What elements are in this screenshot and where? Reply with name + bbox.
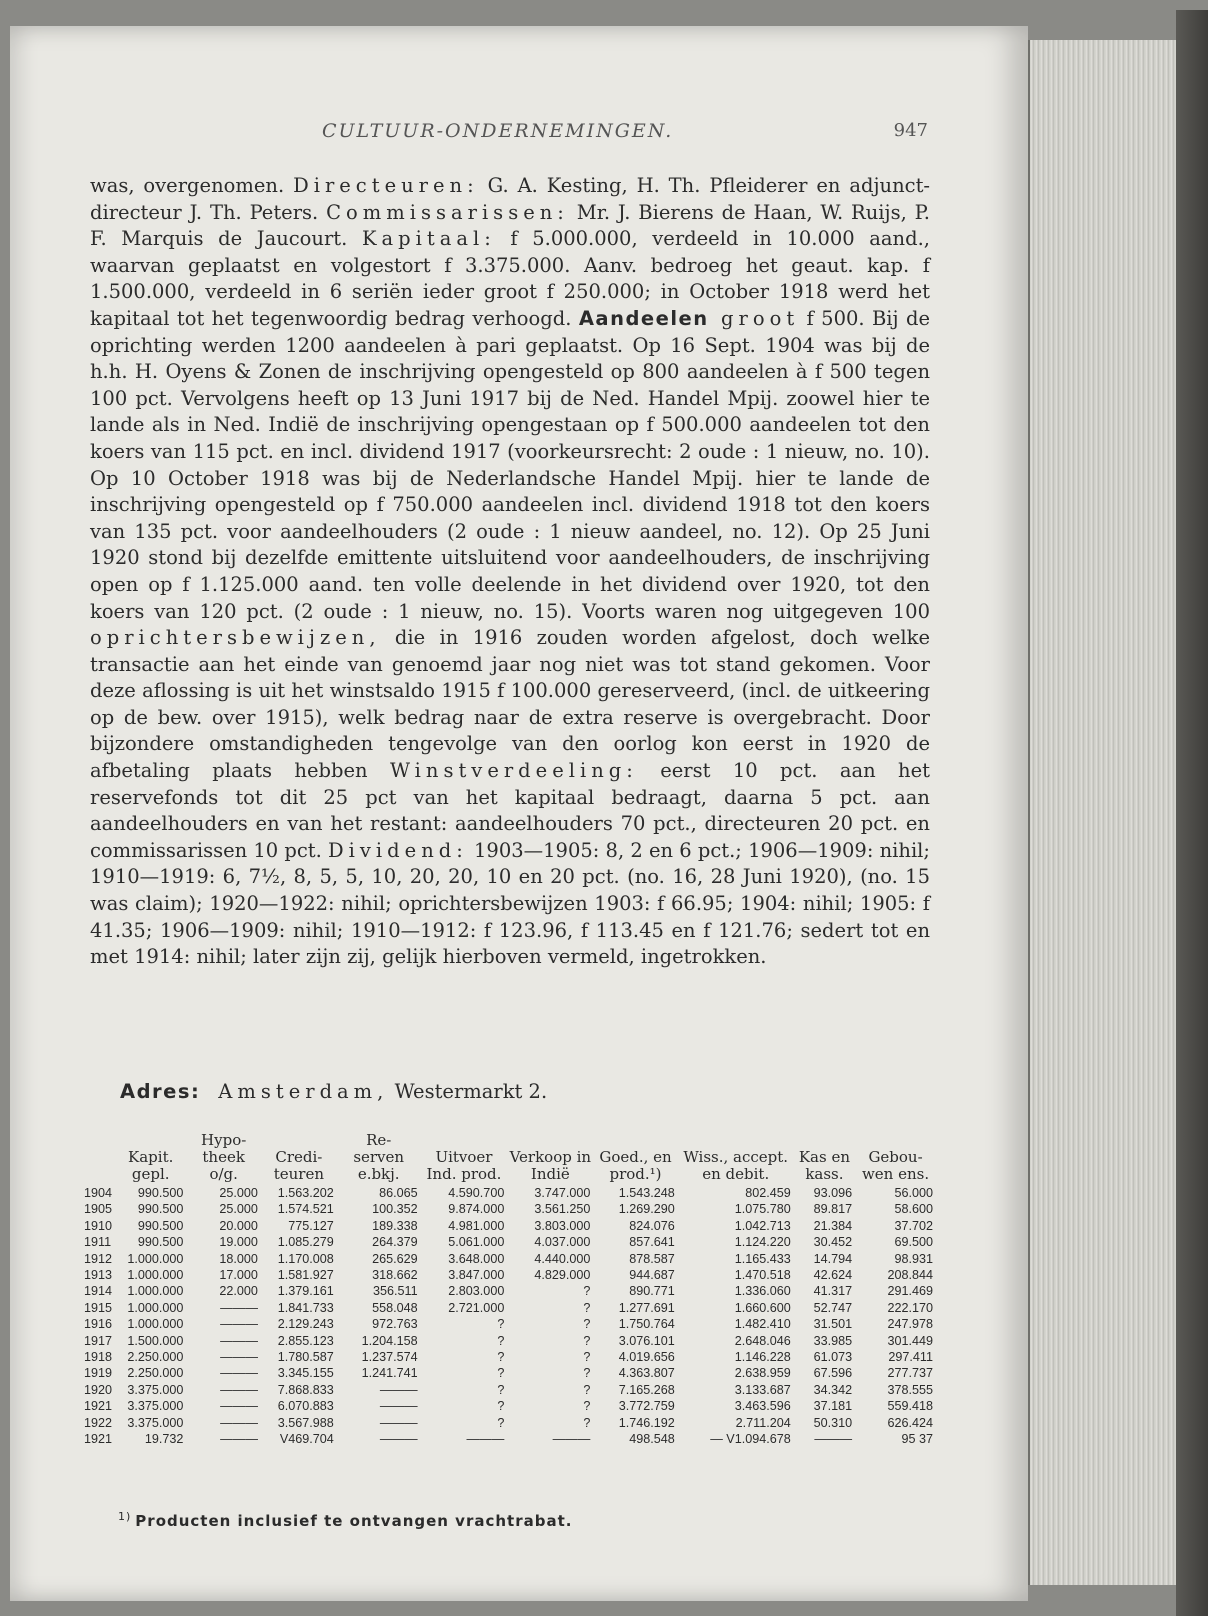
table-cell: 4.829.000	[534, 1268, 591, 1283]
table-cell: 1.563.202	[277, 1186, 334, 1200]
table-cell: 14.794	[813, 1251, 853, 1266]
dividend-label: Dividend:	[328, 838, 468, 862]
column-header: Kas en kass.	[798, 1148, 850, 1183]
table-cell: 7.868.833	[277, 1382, 334, 1397]
table-cell: 775.127	[288, 1218, 334, 1233]
table-cell: 1.780.587	[277, 1350, 334, 1365]
table-cell: 21.384	[813, 1218, 853, 1233]
column-header: Wiss., accept. en debit.	[683, 1148, 789, 1183]
table-cell: ?	[497, 1415, 505, 1430]
text-segment: 1903—1905: 8, 2 en 6 pct.; 1906—1909: nihil; 1910—1919: 6, 7½, 8, 5, 5, 10, 20, 20, 10 en 20 pct. (no. 16, 28 Juni 1920), (no. 15 was claim); 1920—1922: nihil; oprichtersbewijzen 1903: f 66.95; 1904: nihil; 1905: f 41.35; 1906—1909: nihil; 1910—1912: f 123.96, f 113.45 en f 121.76; sedert tot en met 1914: nihil; later zijn zij, gelijk hierboven vermeld, ingetrokken.	[90, 838, 930, 969]
year-cell: 1912	[84, 1251, 113, 1266]
table-cell: ?	[583, 1333, 591, 1348]
table-cell: 1.746.192	[618, 1415, 675, 1430]
table-cell: ———	[552, 1432, 591, 1447]
table-cell: 37.702	[894, 1218, 933, 1233]
table-cell: 2.803.000	[448, 1284, 505, 1299]
table-cell: 990.500	[137, 1202, 184, 1217]
financial-table	[84, 1132, 936, 1448]
table-cell: 3.463.596	[734, 1399, 791, 1414]
table-cell: 824.076	[629, 1218, 675, 1233]
table-cell: ———	[220, 1333, 258, 1348]
table-cell: 189.338	[372, 1218, 418, 1233]
table-cell: 1.146.228	[734, 1350, 791, 1365]
text-segment: f 500. Bij de oprichting werden 1200 aandeelen à pari geplaatst. Op 16 Sept. 1904 was bij de h.h. H. Oyens & Zonen de inschrijving opengesteld op 800 aandeelen à f 500 tegen 100 pct. Vervolgens heeft op 13 Juni 1917 bij de Ned. Handel Mpij. zoowel hier te lande als in Ned. Indië de inschrijving opengestaan op f 500.000 aandeelen tot den koers van 115 pct. en incl. dividend 1917 (voorkeursrecht: 2 oude : 1 nieuw, no. 10). Op 10 October 1918 was bij de Nederlandsche Handel Mpij. hier te lande de inschrijving opengesteld op f 750.000 aandeelen incl. dividend 1918 tot den koers van 135 pct. voor aandeelhouders (2 oude : 1 nieuw aandeel, no. 12). Op 25 Juni 1920 stond bij dezelfde emittente uitsluitend voor aandeelhouders, de inschrijving open op f 1.125.000 aand. ten volle deelende in het dividend over 1920, tot den koers van 120 pct. (2 oude : 1 nieuw, no. 15). Voorts waren nog uitgegeven 100	[90, 306, 930, 623]
winstverdeeling-label: Winstverdeeling:	[389, 759, 638, 783]
table-cell: 33.985	[813, 1333, 853, 1348]
table-cell: 247.978	[887, 1317, 933, 1332]
table-cell: 100.352	[372, 1202, 418, 1217]
aandeelen-label: Aandeelen	[578, 306, 709, 330]
running-title: CULTUUR-ONDERNEMINGEN.	[322, 120, 674, 142]
body-paragraph	[90, 173, 930, 971]
table-cell: 4.590.700	[448, 1186, 505, 1200]
text-segment: eerst 10 pct. aan het reservefonds tot dit 25 pct van het kapitaal bedraagt, daarna 5 pct. aan aandeelhouders en van het restant: aandeelhouders 70 pct., directeuren 20 pct. en commissarissen 10 pct.	[90, 759, 930, 862]
table-cell: 878.587	[629, 1251, 675, 1266]
table-cell: 990.500	[137, 1218, 184, 1233]
table-cell: 3.375.000	[127, 1382, 184, 1397]
year-cell: 1905	[84, 1202, 113, 1217]
table-cell: 4.019.656	[618, 1350, 675, 1365]
table-cell: 1.841.733	[277, 1300, 334, 1315]
table-cell: 498.548	[629, 1432, 675, 1447]
table-cell: 1.000.000	[127, 1268, 184, 1283]
table-cell: 1.482.410	[734, 1317, 791, 1332]
table-cell: 1.237.574	[361, 1350, 418, 1365]
table-cell: ?	[497, 1382, 505, 1397]
table-cell: 1.500.000	[127, 1333, 184, 1348]
table-cell: 25.000	[219, 1202, 258, 1217]
table-row	[84, 1415, 936, 1431]
column-header: Uitvoer Ind. prod.	[426, 1148, 502, 1183]
table-cell: 2.250.000	[127, 1366, 184, 1381]
groot-label: groot	[708, 306, 800, 330]
table-cell: ———	[379, 1432, 418, 1447]
table-row	[84, 1267, 936, 1283]
table-cell: ?	[583, 1317, 591, 1332]
table-cell: 9.874.000	[448, 1202, 505, 1217]
table-cell: 1.269.290	[618, 1202, 675, 1217]
year-cell: 1920	[84, 1382, 113, 1397]
table-cell: 972.763	[372, 1317, 418, 1332]
table-cell: ?	[583, 1382, 591, 1397]
company-description	[90, 173, 930, 971]
table-cell: 61.073	[813, 1350, 853, 1365]
table-cell: 3.345.155	[277, 1366, 334, 1381]
page-edges	[1028, 40, 1178, 1585]
year-cell: 1911	[84, 1235, 112, 1250]
table-cell: 34.342	[813, 1382, 853, 1397]
table-cell: ?	[497, 1350, 505, 1365]
table-cell: ?	[497, 1317, 505, 1332]
address-label: Adres:	[120, 1080, 201, 1103]
table-cell: ———	[220, 1350, 258, 1365]
table-cell: ?	[497, 1399, 505, 1414]
table-cell: 22.000	[219, 1284, 258, 1299]
table-cell: 277.737	[887, 1366, 933, 1381]
table-row	[84, 1349, 936, 1365]
table-cell: 17.000	[219, 1268, 258, 1283]
table-cell: 208.844	[887, 1268, 933, 1283]
footnote-text: Producten inclusief te ontvangen vrachtrabat.	[135, 1512, 573, 1530]
address-line	[120, 1080, 820, 1103]
table-body	[84, 1185, 936, 1448]
table-cell: 2.638.959	[734, 1366, 791, 1381]
table-cell: 18.000	[219, 1251, 258, 1266]
table-cell: 3.648.000	[448, 1251, 505, 1266]
table-row	[84, 1251, 936, 1267]
table-cell: 1.000.000	[127, 1251, 184, 1266]
table-cell: 1.000.000	[127, 1300, 184, 1315]
table-cell: 3.772.759	[618, 1399, 675, 1414]
table-cell: 1.660.600	[734, 1300, 791, 1315]
table-cell: 3.375.000	[127, 1415, 184, 1430]
oprichtersbewijzen-label: oprichtersbewijzen,	[90, 626, 381, 650]
table-cell: 3.133.687	[734, 1382, 791, 1397]
text-segment: was, overgenomen.	[90, 174, 294, 197]
table-cell: 58.600	[894, 1202, 933, 1217]
table-cell: ?	[583, 1366, 591, 1381]
table-cell: ———	[220, 1300, 258, 1315]
table-cell: ———	[220, 1432, 258, 1447]
column-header: Re- serven e.bkj.	[353, 1131, 405, 1183]
table-cell: 31.501	[813, 1317, 853, 1332]
column-header: Credi- teuren	[273, 1148, 325, 1183]
commissarissen-label: Commissarissen:	[326, 200, 569, 224]
table-cell: V469.704	[279, 1432, 334, 1447]
table-cell: 2.711.204	[735, 1415, 791, 1430]
table-cell: 1.000.000	[127, 1284, 184, 1299]
table-cell: ?	[583, 1300, 591, 1315]
table-cell: 95 37	[901, 1432, 933, 1447]
table-cell: 1.085.279	[277, 1235, 334, 1250]
table-header	[84, 1132, 936, 1185]
text-segment: die in 1916 zouden worden afgelost, doch welke transactie aan het einde van genoemd jaar nog niet was tot stand gekomen. Voor deze aflossing is uit het winstsaldo 1915 f 100.000 gereserveerd, (incl. de uitkeering op de bew. over 1915), welk bedrag naar de extra reserve is overgebracht. Door bijzondere omstandigheden tengevolge van den oorlog kon eerst in 1920 de afbetaling plaats hebben	[90, 626, 930, 783]
table-row	[84, 1316, 936, 1332]
table-cell: 37.181	[813, 1399, 853, 1414]
table-cell: 559.418	[887, 1399, 933, 1414]
table-cell: 1.574.521	[277, 1202, 334, 1217]
year-cell: 1919	[84, 1366, 113, 1381]
table-row	[84, 1431, 936, 1447]
table-row	[84, 1234, 936, 1250]
table-row	[84, 1333, 936, 1349]
table-cell: 50.310	[813, 1415, 853, 1430]
column-header: Hypo- theek o/g.	[201, 1131, 247, 1183]
page-number: 947	[893, 120, 928, 141]
table-cell: 3.375.000	[127, 1399, 184, 1414]
table-cell: 4.981.000	[448, 1218, 505, 1233]
year-cell: 1918	[84, 1350, 113, 1365]
table-cell: 1.543.248	[618, 1186, 675, 1200]
table-cell: 3.076.101	[618, 1333, 675, 1348]
table-cell: 1.075.780	[734, 1202, 791, 1217]
table-cell: ———	[220, 1382, 258, 1397]
table-cell: ———	[220, 1366, 258, 1381]
table-cell: ———	[220, 1317, 258, 1332]
table-cell: 69.500	[894, 1235, 933, 1250]
table-row	[84, 1398, 936, 1414]
table-cell: 1.336.060	[734, 1284, 791, 1299]
table-cell: 626.424	[887, 1415, 933, 1430]
table-cell: 86.065	[379, 1186, 418, 1200]
table-cell: 802.459	[745, 1186, 791, 1200]
table-cell: 222.170	[887, 1300, 933, 1315]
year-cell: 1914	[84, 1284, 113, 1299]
table-cell: ———	[466, 1432, 505, 1447]
year-cell: 1913	[84, 1268, 113, 1283]
table-cell: 944.687	[629, 1268, 675, 1283]
table-cell: ———	[220, 1399, 258, 1414]
table-cell: ———	[814, 1432, 853, 1447]
kapitaal-label: Kapitaal:	[361, 227, 496, 251]
year-cell: 1917	[84, 1333, 113, 1348]
table-cell: 1.470.518	[734, 1268, 791, 1283]
address-street: Westermarkt 2.	[388, 1080, 548, 1103]
table-cell: 297.411	[888, 1350, 933, 1365]
table-cell: 2.250.000	[127, 1350, 184, 1365]
year-cell: 1921	[84, 1399, 113, 1414]
table-cell: 1.042.713	[734, 1218, 791, 1233]
table-cell: 4.037.000	[534, 1235, 591, 1250]
column-header: Goed., en prod.¹)	[599, 1148, 672, 1183]
table-cell: 301.449	[887, 1333, 933, 1348]
year-cell: 1904	[84, 1186, 113, 1200]
table-cell: 30.452	[813, 1235, 853, 1250]
year-cell: 1921	[84, 1432, 113, 1447]
table-cell: 990.500	[137, 1235, 184, 1250]
table-cell: 93.096	[813, 1186, 853, 1200]
year-cell: 1916	[84, 1317, 113, 1332]
table-row	[84, 1185, 936, 1201]
table-cell: 857.641	[629, 1235, 675, 1250]
table-row	[84, 1201, 936, 1217]
table-cell: 4.363.807	[618, 1366, 675, 1381]
table-cell: ?	[583, 1399, 591, 1414]
table-cell: 19.732	[144, 1432, 184, 1447]
table-row	[84, 1218, 936, 1234]
table-cell: 1.170.008	[277, 1251, 334, 1266]
table-cell: 25.000	[219, 1186, 258, 1200]
table-cell: 1.241.741	[361, 1366, 418, 1381]
table-cell: 52.747	[813, 1300, 853, 1315]
table-cell: ———	[220, 1415, 258, 1430]
table-cell: ?	[583, 1284, 591, 1299]
table-row	[84, 1365, 936, 1381]
table-header-row	[84, 1132, 936, 1185]
table-cell: 1.204.158	[361, 1333, 418, 1348]
table-cell: ?	[497, 1366, 505, 1381]
table-row	[84, 1300, 936, 1316]
table-cell: 356.511	[373, 1284, 418, 1299]
table-cell: 264.379	[372, 1235, 418, 1250]
table-cell: 291.469	[887, 1284, 933, 1299]
directeuren-label: Directeuren:	[293, 174, 479, 197]
table-cell: 1.277.691	[618, 1300, 675, 1315]
table-cell: 6.070.883	[277, 1399, 334, 1414]
table-cell: 3.561.250	[534, 1202, 591, 1217]
text-segment: Mr. J. Bierens de Haan, W. Ruijs, P. F. Marquis de Jaucourt.	[90, 200, 930, 251]
table-cell: 558.048	[372, 1300, 418, 1315]
table-cell: ———	[379, 1415, 418, 1430]
table-cell: 3.803.000	[534, 1218, 591, 1233]
table-cell: 2.721.000	[448, 1300, 505, 1315]
year-cell: 1915	[84, 1300, 113, 1315]
table-cell: — V1.094.678	[710, 1432, 791, 1447]
table-cell: 1.379.161	[277, 1284, 334, 1299]
table-cell: 19.000	[219, 1235, 258, 1250]
table-cell: 67.596	[813, 1366, 853, 1381]
table-cell: 1.165.433	[734, 1251, 791, 1266]
table-cell: 2.648.046	[734, 1333, 791, 1348]
table-cell: 1.124.220	[734, 1235, 791, 1250]
table-cell: 3.747.000	[534, 1186, 591, 1200]
table-row	[84, 1382, 936, 1398]
table-cell: 98.931	[894, 1251, 933, 1266]
table-cell: 318.662	[372, 1268, 418, 1283]
table-cell: 2.855.123	[277, 1333, 334, 1348]
footnote	[118, 1510, 818, 1530]
table-cell: 1.750.764	[618, 1317, 675, 1332]
table-cell: 3.567.988	[277, 1415, 334, 1430]
table-row	[84, 1283, 936, 1299]
table-cell: 1.581.927	[277, 1268, 334, 1283]
table-cell: 3.847.000	[448, 1268, 505, 1283]
column-header: Kapit. gepl.	[128, 1148, 174, 1183]
table-cell: 56.000	[894, 1186, 933, 1200]
table-cell: 4.440.000	[534, 1251, 591, 1266]
table-cell: 20.000	[219, 1218, 258, 1233]
table-cell: 41.317	[813, 1284, 853, 1299]
table-cell: ———	[379, 1382, 418, 1397]
table-cell: ?	[583, 1415, 591, 1430]
table-cell: 378.555	[887, 1382, 933, 1397]
table-cell: 890.771	[629, 1284, 675, 1299]
column-header	[84, 1132, 115, 1185]
footnote-mark: 1)	[118, 1510, 132, 1523]
table-cell: 265.629	[372, 1251, 418, 1266]
address-city: Amsterdam,	[218, 1080, 389, 1103]
table-cell: ?	[497, 1333, 505, 1348]
year-cell: 1922	[84, 1415, 113, 1430]
column-header: Gebou- wen ens.	[861, 1148, 930, 1183]
table-cell: 89.817	[813, 1202, 853, 1217]
table-cell: 2.129.243	[277, 1317, 334, 1332]
table-cell: 42.624	[813, 1268, 853, 1283]
text-segment: f 5.000.000, verdeeld in 10.000 aand., waarvan geplaatst en volgestort f 3.375.000. Aanv. bedroeg het geaut. kap. f 1.500.000, verdeeld in 6 seriën ieder groot f 250.000; in October 1918 werd het kapitaal tot het tegenwoordig bedrag verhoogd.	[90, 227, 930, 330]
table-cell: ?	[583, 1350, 591, 1365]
table-cell: 7.165.268	[618, 1382, 675, 1397]
book-cover-edge	[1176, 10, 1208, 1616]
table-cell: 5.061.000	[448, 1235, 505, 1250]
table-cell: 990.500	[137, 1186, 184, 1200]
text-segment: G. A. Kesting, H. Th. Pfleiderer en adjunct-directeur J. Th. Peters.	[90, 174, 930, 224]
column-header: Verkoop in Indië	[509, 1148, 592, 1183]
table-cell: ———	[379, 1399, 418, 1414]
year-cell: 1910	[84, 1218, 113, 1233]
running-head	[90, 120, 930, 150]
table-cell: 1.000.000	[127, 1317, 184, 1332]
